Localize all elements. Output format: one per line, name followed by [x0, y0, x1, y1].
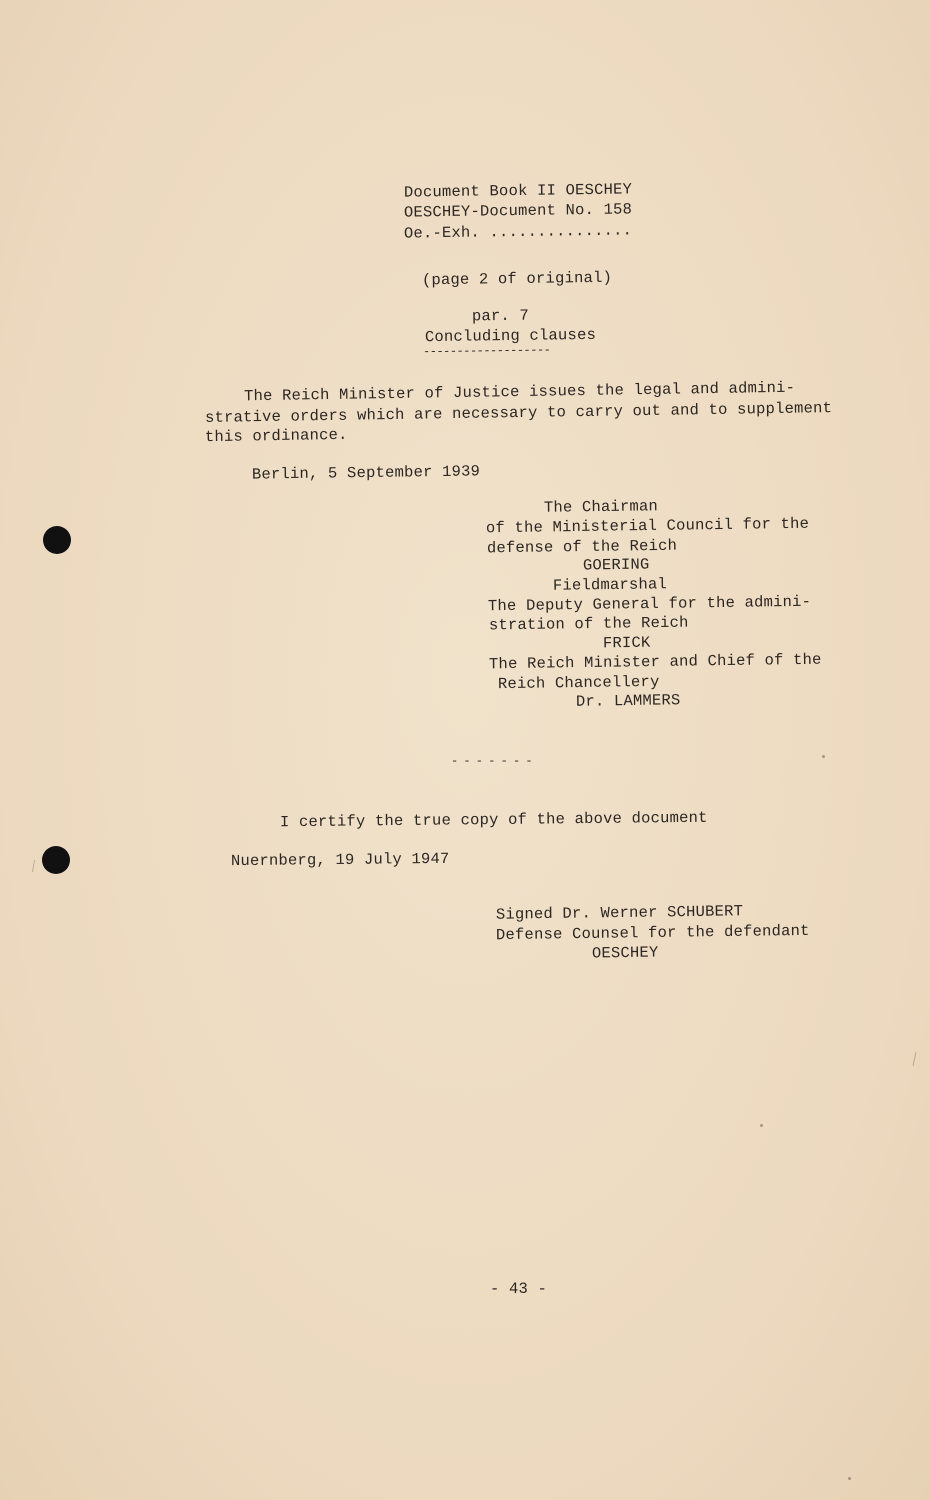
body-line-1: The Reich Minister of Justice issues the legal and admini- — [243, 378, 796, 406]
certification-statement: I certify the true copy of the above document — [279, 808, 708, 832]
separator: - - - - - - - — [451, 754, 532, 768]
signatory-line: The Reich Minister and Chief of the — [488, 650, 822, 674]
certification-place-date: Nuernberg, 19 July 1947 — [230, 849, 450, 871]
punch-hole-upper — [43, 526, 71, 554]
certification-signed: Signed Dr. Werner SCHUBERT — [495, 902, 744, 924]
page-number: - 43 - — [490, 1280, 548, 1298]
certification-role: Defense Counsel for the defendant — [495, 921, 810, 945]
section-title: Concluding clauses — [424, 325, 597, 347]
signatory-line: Fieldmarshal — [552, 575, 668, 595]
paper-scratch — [32, 860, 35, 872]
paper-speck — [760, 1124, 763, 1127]
section-underline: ------------------- — [422, 343, 551, 359]
paper-speck — [822, 755, 825, 758]
place-date: Berlin, 5 September 1939 — [251, 462, 481, 484]
signatory-line: of the Ministerial Council for the — [485, 514, 810, 538]
body-line-3: this ordinance. — [204, 425, 348, 447]
punch-hole-lower — [42, 846, 70, 874]
body-line-2: strative orders which are necessary to carry out and to supplement — [204, 399, 833, 427]
signatory-line: The Deputy General for the admini- — [487, 592, 812, 616]
signatory-name-lammers: Dr. LAMMERS — [575, 691, 681, 711]
header-line-document-number: OESCHEY-Document No. 158 — [403, 200, 633, 222]
signatory-line: The Chairman — [543, 497, 659, 517]
page-note: (page 2 of original) — [421, 268, 613, 290]
paper-scratch — [913, 1052, 917, 1066]
signatory-name-goering: GOERING — [582, 555, 650, 575]
certification-defendant: OESCHEY — [591, 943, 659, 963]
header-line-exhibit: Oe.-Exh. ............... — [403, 221, 633, 243]
section-number: par. 7 — [471, 306, 530, 326]
signatory-line: stration of the Reich — [488, 613, 689, 635]
signatory-name-frick: FRICK — [602, 633, 651, 653]
signatory-line: Reich Chancellery — [497, 672, 660, 694]
header-line-book: Document Book II OESCHEY — [403, 180, 633, 202]
paper-speck — [848, 1477, 851, 1480]
signatory-line: defense of the Reich — [486, 536, 678, 558]
